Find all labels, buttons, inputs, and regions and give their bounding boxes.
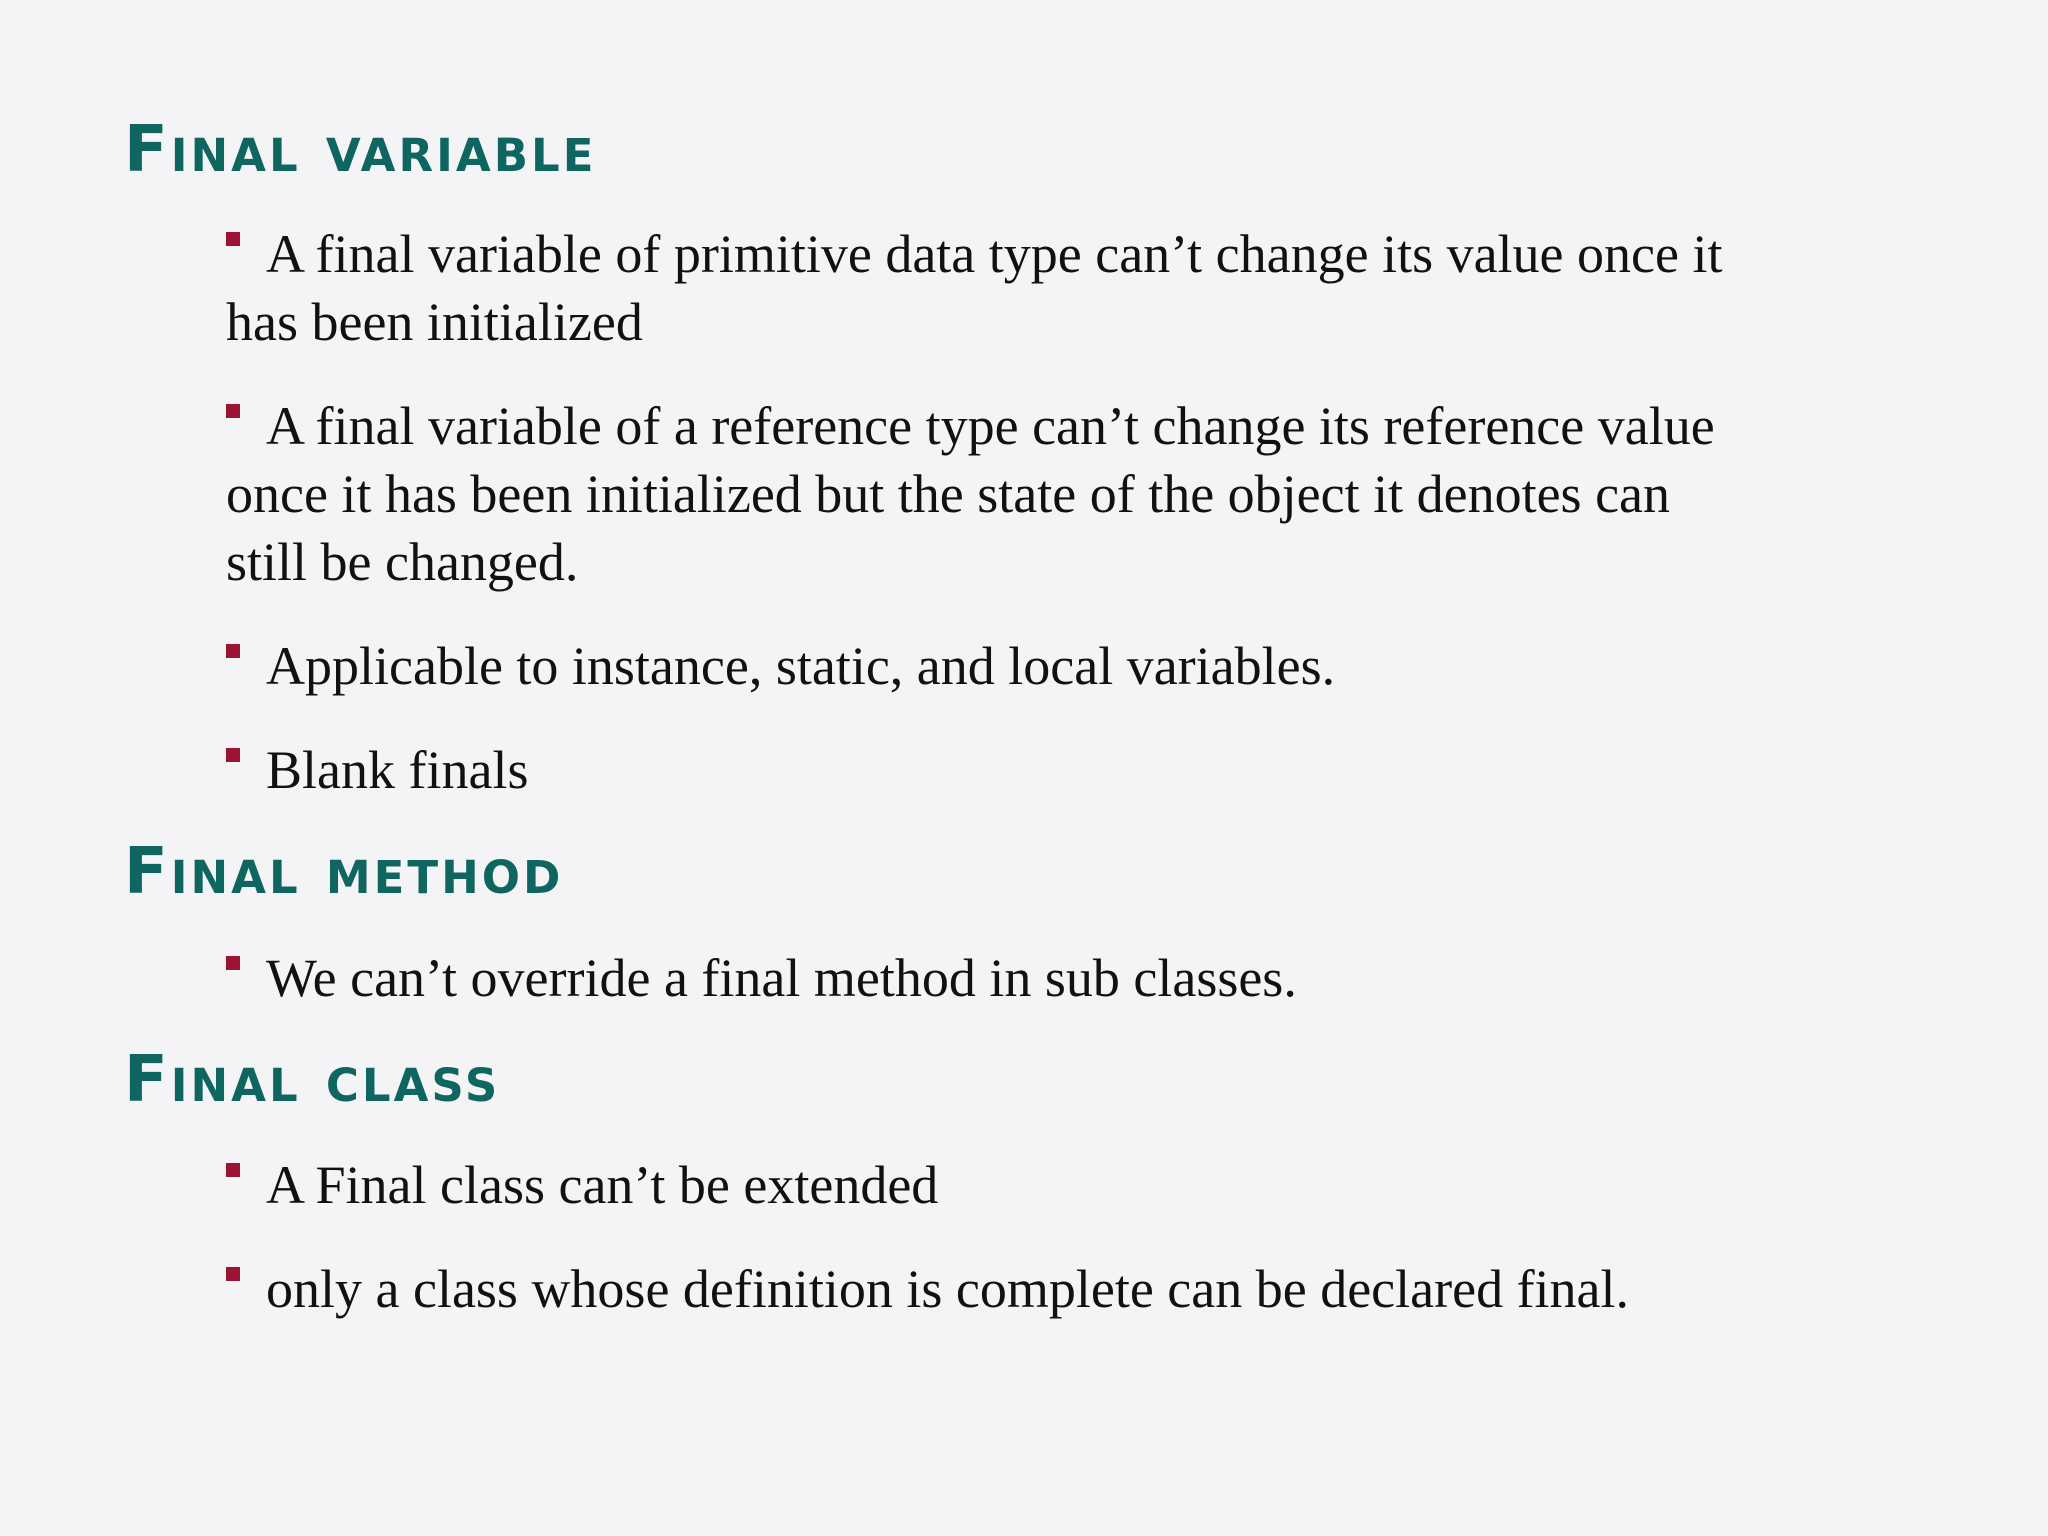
bullet-text: A Final class can’t be extended (266, 1155, 939, 1215)
final-variable-bullet-list (226, 220, 1726, 840)
bullet-text: only a class whose definition is complete can be declared final. (266, 1259, 1630, 1319)
bullet-text: A final variable of primitive data type can’t change its value once it has been initialized (226, 224, 1723, 352)
square-bullet-icon (226, 748, 240, 762)
list-item (226, 392, 1726, 596)
square-bullet-icon (226, 1267, 240, 1281)
list-item (226, 1151, 1826, 1219)
bullet-text: Blank finals (266, 740, 529, 800)
final-class-bullet-list (226, 1151, 1826, 1359)
section-heading-final-method: Final method (124, 835, 564, 909)
list-item (226, 944, 1726, 1012)
final-method-bullet-list (226, 944, 1726, 1048)
square-bullet-icon (226, 1163, 240, 1177)
square-bullet-icon (226, 644, 240, 658)
list-item (226, 736, 1726, 804)
bullet-text: We can’t override a final method in sub classes. (266, 948, 1297, 1008)
square-bullet-icon (226, 956, 240, 970)
section-heading-final-class: Final class (124, 1043, 501, 1117)
section-heading-final-variable: Final variable (124, 113, 597, 187)
bullet-text: Applicable to instance, static, and local variables. (266, 636, 1336, 696)
square-bullet-icon (226, 404, 240, 418)
bullet-text: A final variable of a reference type can’t change its reference value once it has been initialized but the state of the object it denotes can still be changed. (226, 396, 1715, 592)
square-bullet-icon (226, 232, 240, 246)
list-item (226, 220, 1726, 356)
list-item (226, 1255, 1826, 1323)
list-item (226, 632, 1726, 700)
